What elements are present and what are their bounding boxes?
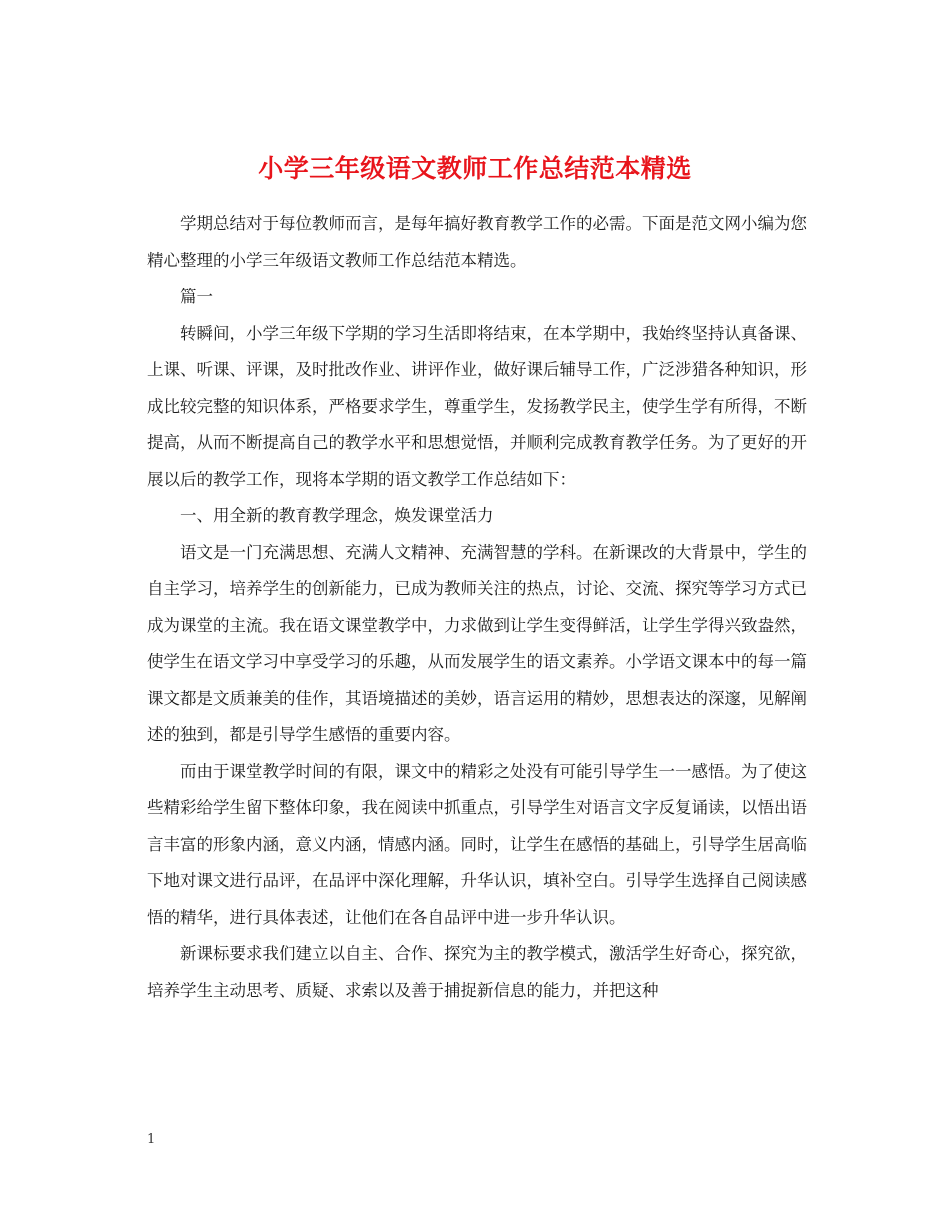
- document-title: 小学三年级语文教师工作总结范本精选: [258, 153, 692, 183]
- paragraph-section-label: 篇一: [180, 287, 213, 306]
- page-number: 1: [147, 1132, 156, 1147]
- paragraph-1: 转瞬间，小学三年级下学期的学习生活即将结束，在本学期中，我始终坚持认真备课、上课、听课、评课，及时批改作业、讲评作业，做好课后辅导工作，广泛涉猎各种知识，形成比较完整的知识体系，严格要求学生，尊重学生，发扬教学民主，使学生学有所得，不断提高，从而不断提高自己的教学水平和思想觉悟，并顺利完成教育教学任务。为了更好的开展以后的教学工作，现将本学期的语文教学工作总结如下：: [147, 323, 807, 489]
- paragraph-4: 新课标要求我们建立以自主、合作、探究为主的教学模式，激活学生好奇心，探究欲，培养学生主动思考、质疑、求索以及善于捕捉新信息的能力，并把这种: [147, 944, 807, 1000]
- paragraph-3: 而由于课堂教学时间的有限，课文中的精彩之处没有可能引导学生一一感悟。为了使这些精彩给学生留下整体印象，我在阅读中抓重点，引导学生对语言文字反复诵读，以悟出语言丰富的形象内涵，意义内涵，情感内涵。同时，让学生在感悟的基础上，引导学生居高临下地对课文进行品评，在品评中深化理解，升华认识，填补空白。引导学生选择自己阅读感悟的精华，进行具体表述，让他们在各自品评中进一步升华认识。: [147, 761, 807, 927]
- paragraph-2: 语文是一门充满思想、充满人文精神、充满智慧的学科。在新课改的大背景中，学生的自主学习，培养学生的创新能力，已成为教师关注的热点，讨论、交流、探究等学习方式已成为课堂的主流。我在语文课堂教学中，力求做到让学生变得鲜活，让学生学得兴致盎然，使学生在语文学习中享受学习的乐趣，从而发展学生的语文素养。小学语文课本中的每一篇课文都是文质兼美的佳作，其语境描述的美妙，语言运用的精妙，思想表达的深邃，见解阐述的独到，都是引导学生感悟的重要内容。: [147, 542, 807, 744]
- document-body: [147, 206, 807, 1009]
- section-heading: 一、用全新的教育教学理念，焕发课堂活力: [180, 506, 494, 525]
- paragraph-intro: 学期总结对于每位教师而言，是每年搞好教育教学工作的必需。下面是范文网小编为您精心整理的小学三年级语文教师工作总结范本精选。: [147, 214, 807, 270]
